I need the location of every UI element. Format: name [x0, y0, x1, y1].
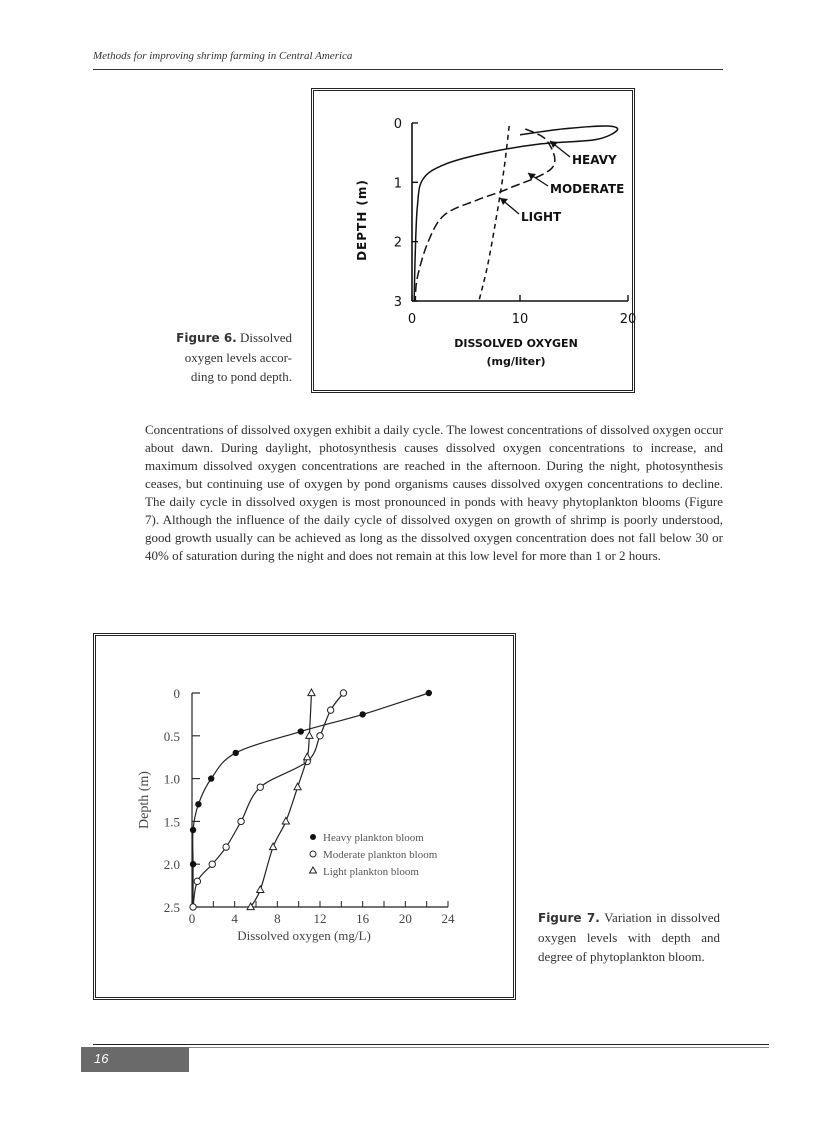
- fig7-moderate-line: [193, 693, 343, 907]
- fig6-x-axis-units: (mg/liter): [486, 355, 546, 368]
- fig6-x-tick-label: 10: [511, 312, 529, 327]
- fig6-x-tick-label: 20: [619, 312, 637, 327]
- fig7-legend-marker-heavy: [310, 834, 316, 840]
- page-number: 16: [94, 1051, 109, 1066]
- fig7-light-point: [257, 886, 264, 893]
- figure-6-chart: [314, 91, 637, 390]
- fig6-label-heavy: HEAVY: [572, 153, 617, 167]
- fig6-label-light: LIGHT: [521, 210, 562, 224]
- fig7-x-tick-label: 24: [441, 911, 455, 926]
- fig7-moderate-point: [340, 690, 346, 696]
- figure-7-frame: [93, 633, 516, 1000]
- fig7-moderate-point: [223, 844, 229, 850]
- fig7-y-tick-label: 0: [173, 686, 180, 701]
- figure-7-caption-text: Variation in dissolved oxygen levels with depth and degree of phytoplankton bloom.: [538, 910, 720, 964]
- fig6-label-moderate-arrowhead: [528, 173, 536, 180]
- fig7-moderate-point: [317, 733, 323, 739]
- fig6-y-tick-label: 3: [393, 295, 402, 310]
- fig7-y-tick-label: 1.5: [163, 814, 180, 830]
- fig7-heavy-point: [190, 861, 196, 867]
- fig7-heavy-point: [233, 750, 239, 756]
- fig6-x-axis-label: DISSOLVED OXYGEN: [454, 337, 578, 350]
- body-paragraph: Concentrations of dissolved oxygen exhibit a daily cycle. The lowest concentrations of dissolved oxygen occur about dawn. During daylight, photosynthesis causes dissolved oxygen concentrations to increase, and maximum dissolved oxygen concentrations are reached in the afternoon. During the night, photosynthesis ceases, but continuing use of oxygen by pond organisms causes dissolved oxygen concentrations to decline. The daily cycle in dissolved oxygen is most pronounced in ponds with heavy phytoplankton blooms (Figure 7). Although the influence of the daily cycle of dissolved oxygen on growth of shrimp is poorly understood, good growth usually can be achieved as long as the dissolved oxygen concentration does not fall below 30 or 40% of saturation during the night and does not remain at this low level for more than 1 or 2 hours.: [145, 422, 723, 563]
- fig7-x-tick-label: 20: [398, 911, 412, 926]
- fig7-x-tick-label: 12: [313, 911, 327, 926]
- fig6-y-tick-label: 1: [393, 176, 402, 192]
- fig6-x-tick-label: 0: [407, 312, 417, 327]
- fig7-x-tick-label: 8: [274, 911, 281, 926]
- figure-6-caption-line-2: oxygen levels accor-: [184, 350, 292, 365]
- fig7-light-point: [269, 843, 276, 850]
- fig7-legend-marker-moderate: [310, 851, 316, 857]
- fig7-light-point: [308, 689, 315, 696]
- fig7-moderate-point: [209, 861, 215, 867]
- fig7-legend-light: Light plankton bloom: [323, 866, 419, 878]
- fig7-moderate-point: [190, 904, 196, 910]
- fig7-legend-marker-light: [310, 867, 317, 873]
- fig7-heavy-point: [298, 728, 304, 734]
- fig7-moderate-point: [327, 707, 333, 713]
- footer-rule: [93, 1044, 769, 1045]
- fig7-y-tick-label: 0.5: [163, 728, 180, 744]
- fig6-y-tick-label: 0: [393, 117, 402, 132]
- figure-6-axes: [412, 123, 628, 301]
- fig7-light-point: [304, 753, 311, 760]
- figure-7-caption-label: Figure 7.: [538, 911, 600, 925]
- fig7-light-line: [251, 693, 312, 907]
- fig7-y-tick-label: 2.0: [163, 857, 180, 873]
- figure-6-caption-line-1: Dissolved: [240, 330, 292, 345]
- fig7-heavy-point: [195, 801, 201, 807]
- fig7-legend-heavy: Heavy plankton bloom: [323, 832, 424, 844]
- figure-6-frame: [311, 88, 635, 393]
- fig7-moderate-point: [238, 818, 244, 824]
- figure-7-caption: [538, 908, 720, 966]
- fig7-y-tick-label: 1.0: [163, 771, 180, 787]
- fig7-light-point: [282, 817, 289, 824]
- fig7-heavy-point: [208, 775, 214, 781]
- fig7-heavy-point: [426, 690, 432, 696]
- fig7-legend-moderate: Moderate plankton bloom: [323, 849, 438, 861]
- header-rule: [93, 69, 723, 70]
- figure-7-text: [137, 686, 455, 943]
- figure-7-chart: [96, 636, 513, 997]
- fig7-moderate-point: [257, 784, 263, 790]
- fig7-x-tick-label: 0: [188, 911, 196, 926]
- fig7-y-tick-label: 2.5: [163, 900, 180, 915]
- fig6-light-curve: [479, 126, 509, 301]
- fig6-y-axis-label: DEPTH (m): [355, 179, 369, 261]
- fig6-label-moderate: MODERATE: [550, 182, 625, 196]
- figure-6-caption-label: Figure 6.: [176, 331, 237, 345]
- fig7-heavy-point: [190, 827, 196, 833]
- fig7-y-axis-label: Depth (m): [137, 771, 152, 829]
- figure-6-text: [355, 117, 636, 368]
- fig7-x-axis-label: Dissolved oxygen (mg/L): [237, 928, 371, 943]
- fig6-y-tick-label: 2: [393, 235, 402, 251]
- fig7-moderate-point: [194, 878, 200, 884]
- fig7-light-point: [306, 732, 313, 739]
- figure-6-caption: [150, 328, 292, 386]
- figure-6-caption-line-3: ding to pond depth.: [190, 369, 292, 384]
- fig7-x-tick-label: 16: [356, 911, 370, 926]
- fig7-light-point: [294, 783, 301, 790]
- fig7-x-tick-label: 4: [231, 911, 238, 926]
- fig7-heavy-point: [359, 711, 365, 717]
- running-header: Methods for improving shrimp farming in Central America: [93, 50, 353, 62]
- footer-rule-secondary: [93, 1047, 769, 1048]
